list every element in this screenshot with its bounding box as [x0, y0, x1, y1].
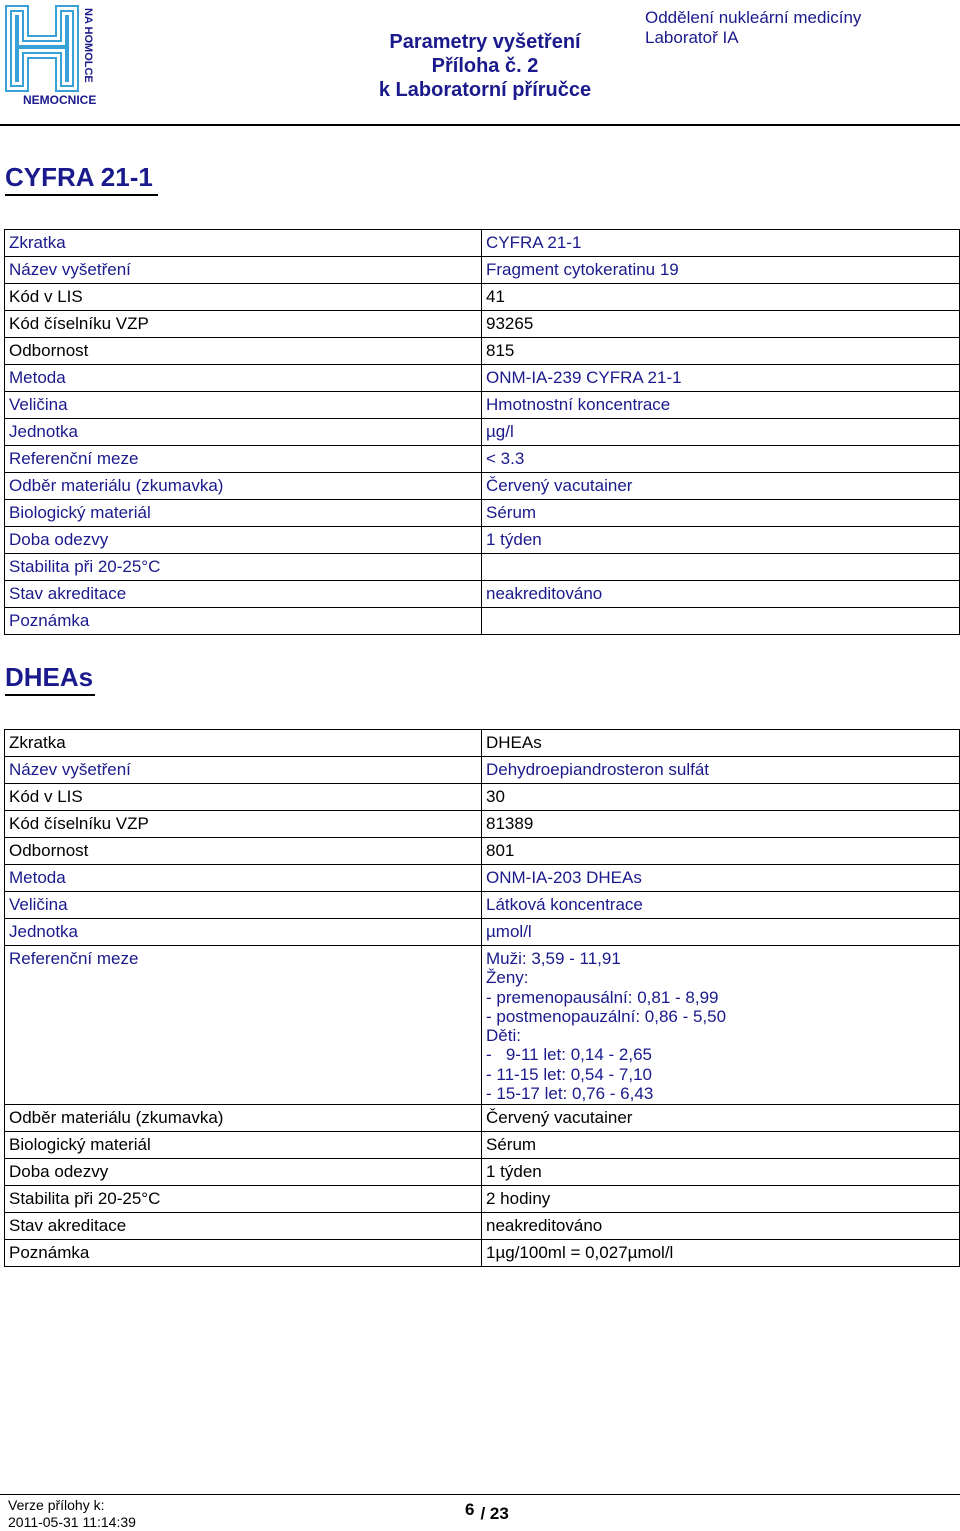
row-label: Biologický materiál	[5, 1132, 482, 1159]
params-table-cyfra	[4, 229, 960, 635]
table-row	[5, 554, 960, 581]
laboratory-name: Laboratoř IA	[645, 28, 739, 47]
row-label: Jednotka	[5, 419, 482, 446]
row-label: Zkratka	[5, 730, 482, 757]
row-label: Stabilita při 20-25°C	[5, 554, 482, 581]
department-name: Oddělení nukleární medicíny	[645, 8, 862, 27]
total-pages: / 23	[480, 1504, 509, 1523]
table-row	[5, 608, 960, 635]
current-page: 6	[465, 1500, 475, 1519]
table-row	[5, 1132, 960, 1159]
row-value	[482, 608, 960, 635]
row-label: Veličina	[5, 892, 482, 919]
row-label: Odbornost	[5, 838, 482, 865]
table-row	[5, 473, 960, 500]
table-row	[5, 1240, 960, 1267]
table-row	[5, 500, 960, 527]
row-label: Referenční meze	[5, 946, 482, 1105]
reference-line: Děti:	[486, 1026, 521, 1046]
row-value: 1µg/100ml = 0,027µmol/l	[482, 1240, 960, 1267]
row-value: CYFRA 21-1	[482, 230, 960, 257]
row-label: Název vyšetření	[5, 757, 482, 784]
row-label: Doba odezvy	[5, 527, 482, 554]
row-label: Poznámka	[5, 1240, 482, 1267]
reference-line: - 15-17 let: 0,76 - 6,43	[486, 1084, 654, 1104]
table-row	[5, 865, 960, 892]
reference-line: Ženy:	[486, 968, 529, 988]
row-value	[482, 554, 960, 581]
row-label: Kód číselníku VZP	[5, 811, 482, 838]
row-label: Doba odezvy	[5, 1159, 482, 1186]
reference-line: - 11-15 let: 0,54 - 7,10	[486, 1064, 653, 1084]
table-row	[5, 1186, 960, 1213]
row-label: Veličina	[5, 392, 482, 419]
table-row	[5, 919, 960, 946]
row-value: Hmotnostní koncentrace	[482, 392, 960, 419]
row-value: 815	[482, 338, 960, 365]
row-value: Látková koncentrace	[482, 892, 960, 919]
row-value: 2 hodiny	[482, 1186, 960, 1213]
table-row	[5, 838, 960, 865]
row-value: Fragment cytokeratinu 19	[482, 257, 960, 284]
row-value: Sérum	[482, 1132, 960, 1159]
table-row	[5, 284, 960, 311]
params-table-dheas	[4, 729, 960, 1267]
row-label: Odběr materiálu (zkumavka)	[5, 1105, 482, 1132]
table-row	[5, 419, 960, 446]
version-date: 2011-05-31 11:14:39	[8, 1514, 136, 1530]
row-label: Poznámka	[5, 608, 482, 635]
row-label: Metoda	[5, 865, 482, 892]
row-value: 30	[482, 784, 960, 811]
row-value: Červený vacutainer	[482, 473, 960, 500]
table-row	[5, 311, 960, 338]
table-row	[5, 730, 960, 757]
table-row	[5, 527, 960, 554]
table-row	[5, 257, 960, 284]
table-row	[5, 892, 960, 919]
logo-text-bottom: NEMOCNICE	[23, 93, 97, 107]
reference-line: - 9-11 let: 0,14 - 2,65	[486, 1045, 652, 1065]
row-label: Stav akreditace	[5, 1213, 482, 1240]
table-row	[5, 338, 960, 365]
row-value: DHEAs	[482, 730, 960, 757]
version-info	[8, 1497, 136, 1531]
title-line-1: Parametry vyšetření	[389, 31, 581, 53]
row-value: Červený vacutainer	[482, 1105, 960, 1132]
table-row	[5, 230, 960, 257]
row-value: 801	[482, 838, 960, 865]
row-value: neakreditováno	[482, 581, 960, 608]
document-title	[320, 30, 650, 102]
table-row	[5, 392, 960, 419]
table-row	[5, 946, 960, 1105]
logo-text-top: NA HOMOLCE	[82, 8, 94, 83]
section-title-underline	[5, 194, 158, 196]
header-divider	[0, 124, 960, 126]
row-value: < 3.3	[482, 446, 960, 473]
row-value: 1 týden	[482, 1159, 960, 1186]
footer-divider	[0, 1494, 960, 1495]
row-value: Sérum	[482, 500, 960, 527]
reference-line: - premenopausální: 0,81 - 8,99	[486, 987, 719, 1007]
row-value: 81389	[482, 811, 960, 838]
table-row	[5, 784, 960, 811]
row-label: Referenční meze	[5, 446, 482, 473]
department-info	[645, 8, 861, 48]
table-row	[5, 446, 960, 473]
reference-range-cell	[482, 946, 960, 1105]
row-value: Dehydroepiandrosteron sulfát	[482, 757, 960, 784]
row-value: 1 týden	[482, 527, 960, 554]
row-label: Kód v LIS	[5, 284, 482, 311]
section-title-cyfra: CYFRA 21-1	[5, 162, 153, 192]
table-row	[5, 1105, 960, 1132]
row-value: 93265	[482, 311, 960, 338]
row-value: µmol/l	[482, 919, 960, 946]
row-label: Stabilita při 20-25°C	[5, 1186, 482, 1213]
title-line-2: Příloha č. 2	[431, 55, 539, 77]
table-row	[5, 581, 960, 608]
page-number	[465, 1500, 509, 1523]
row-value: neakreditováno	[482, 1213, 960, 1240]
table-row	[5, 365, 960, 392]
row-value: ONM-IA-239 CYFRA 21-1	[482, 365, 960, 392]
row-value: ONM-IA-203 DHEAs	[482, 865, 960, 892]
reference-line: - postmenopauzální: 0,86 - 5,50	[486, 1006, 727, 1026]
row-value: µg/l	[482, 419, 960, 446]
table-row	[5, 757, 960, 784]
version-label: Verze přílohy k:	[8, 1497, 105, 1513]
row-label: Jednotka	[5, 919, 482, 946]
row-label: Odběr materiálu (zkumavka)	[5, 473, 482, 500]
title-line-3: k Laboratorní příručce	[378, 79, 592, 101]
row-label: Biologický materiál	[5, 500, 482, 527]
row-label: Odbornost	[5, 338, 482, 365]
reference-line: Muži: 3,59 - 11,91	[486, 949, 621, 968]
row-value: 41	[482, 284, 960, 311]
row-label: Kód v LIS	[5, 784, 482, 811]
table-row	[5, 1213, 960, 1240]
table-row	[5, 811, 960, 838]
row-label: Stav akreditace	[5, 581, 482, 608]
table-row	[5, 1159, 960, 1186]
hospital-logo	[3, 3, 116, 108]
row-label: Kód číselníku VZP	[5, 311, 482, 338]
section-title-dheas: DHEAs	[5, 662, 94, 692]
row-label: Metoda	[5, 365, 482, 392]
section-title-underline	[5, 694, 95, 696]
row-label: Název vyšetření	[5, 257, 482, 284]
row-label: Zkratka	[5, 230, 482, 257]
